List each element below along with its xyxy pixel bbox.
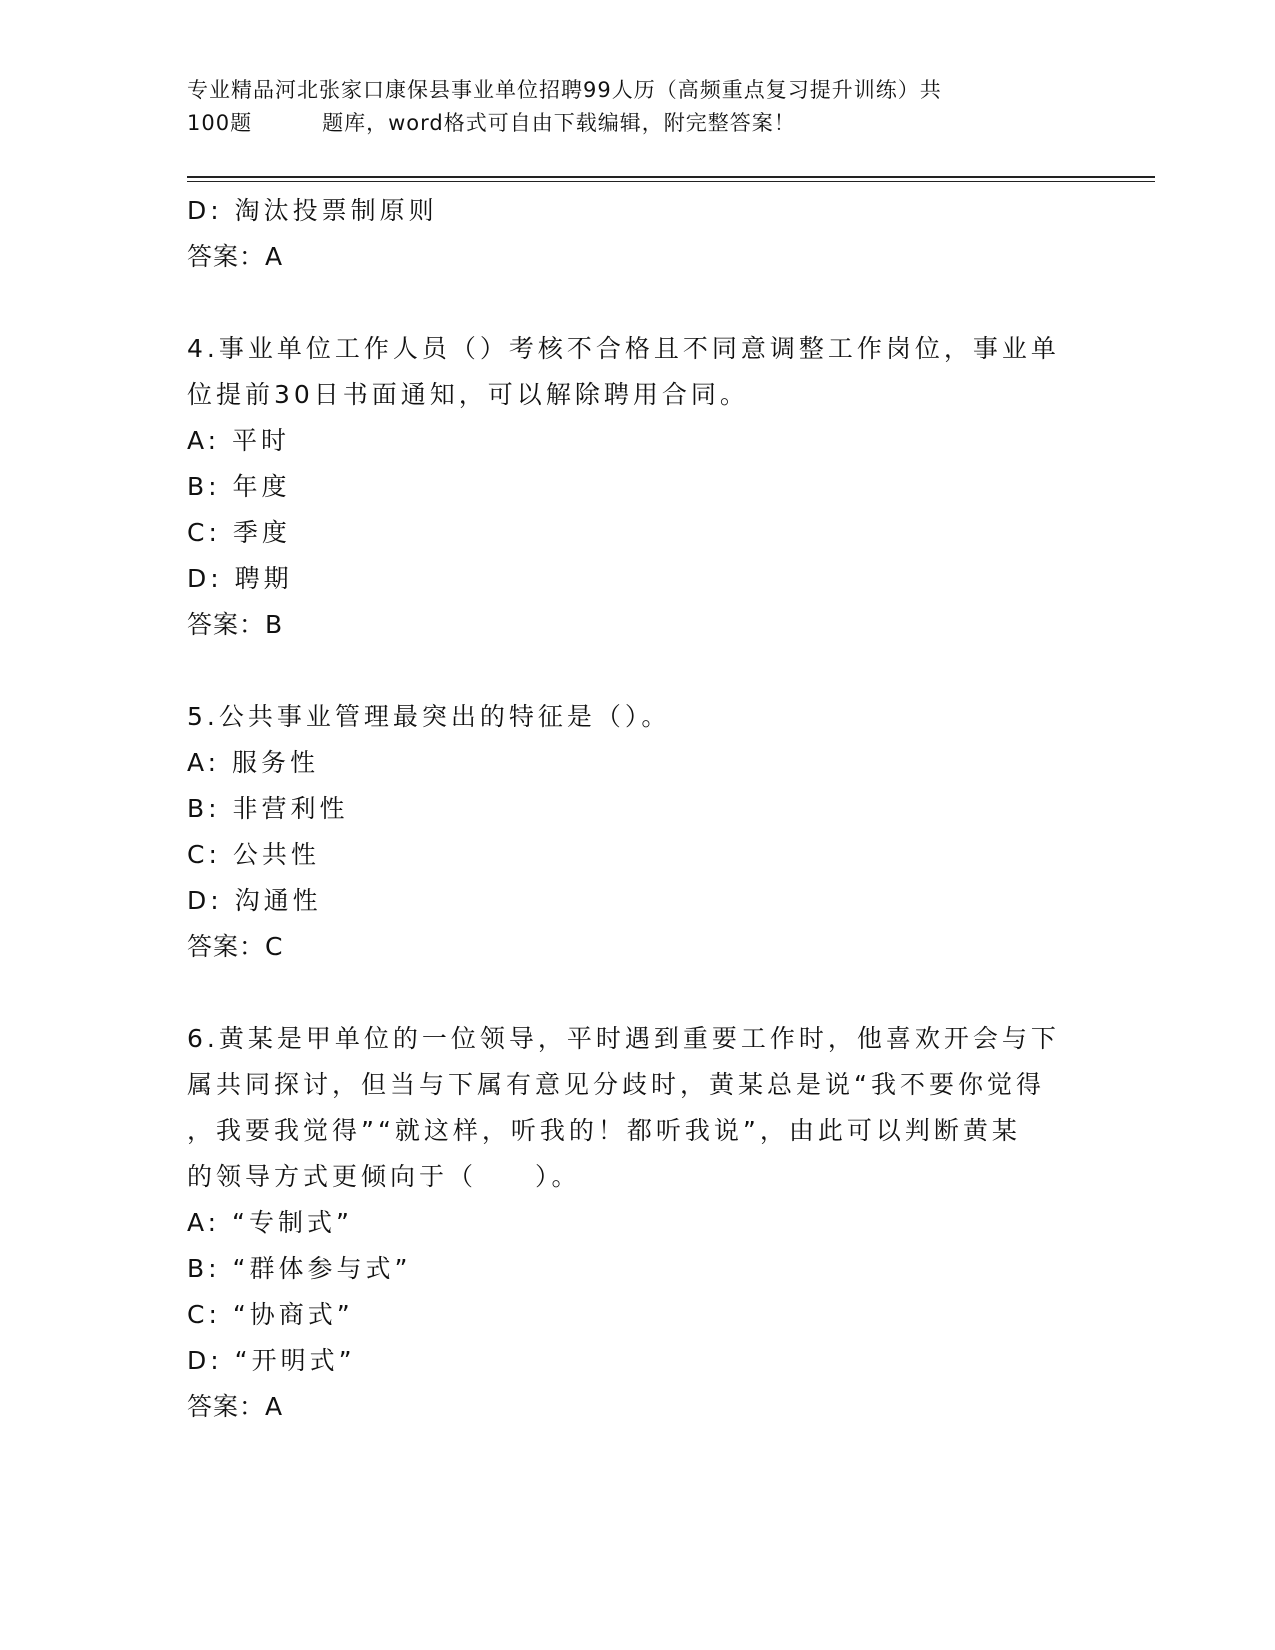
option-b: B: 非营利性 — [187, 794, 349, 823]
option-d: D: “开明式” — [187, 1346, 356, 1375]
question-spacer — [187, 280, 1067, 326]
lead-answer: 答案：A — [187, 242, 284, 271]
option-a: A: 平时 — [187, 426, 291, 455]
header-line-1: 专业精品河北张家口康保县事业单位招聘99人历（高频重点复习提升训练）共 — [187, 78, 942, 102]
question-6 — [187, 1016, 1067, 1430]
document-header — [187, 74, 1057, 140]
question-stem-line: 6.黄某是甲单位的一位领导，平时遇到重要工作时，他喜欢开会与下 — [187, 1024, 1060, 1053]
option-c: C: 公共性 — [187, 840, 320, 869]
header-rule-thick — [187, 176, 1155, 178]
option-d: D: 沟通性 — [187, 886, 322, 915]
option-d: D: 聘期 — [187, 564, 293, 593]
option-a: A: 服务性 — [187, 748, 320, 777]
question-spacer — [187, 648, 1067, 694]
question-stem-line: ，我要我觉得”“就这样，听我的！都听我说”，由此可以判断黄某 — [187, 1116, 1021, 1145]
question-5 — [187, 694, 1067, 970]
question-stem-line: 的领导方式更倾向于（ ）。 — [187, 1162, 581, 1191]
option-c: C: “协商式” — [187, 1300, 354, 1329]
question-4 — [187, 326, 1067, 648]
header-line-2 — [187, 107, 1057, 140]
option-b: B: “群体参与式” — [187, 1254, 412, 1283]
question-list — [187, 188, 1067, 1430]
option-a: A: “专制式” — [187, 1208, 353, 1237]
header-question-count: 100题 — [187, 111, 253, 135]
option-b: B: 年度 — [187, 472, 291, 501]
question-stem-line: 5.公共事业管理最突出的特征是（）。 — [187, 702, 671, 731]
header-rule-thin — [187, 181, 1155, 182]
question-stem-line: 4.事业单位工作人员（）考核不合格且不同意调整工作岗位，事业单 — [187, 334, 1060, 363]
question-stem-line: 位提前30日书面通知，可以解除聘用合同。 — [187, 380, 749, 409]
question-stem-line: 属共同探讨，但当与下属有意见分歧时，黄某总是说“我不要你觉得 — [187, 1070, 1045, 1099]
option-c: C: 季度 — [187, 518, 291, 547]
question-spacer — [187, 970, 1067, 1016]
header-description: 题库，word格式可自由下载编辑，附完整答案！ — [322, 111, 796, 135]
answer: 答案：B — [187, 610, 284, 639]
answer: 答案：C — [187, 932, 284, 961]
lead-option-d: D: 淘汰投票制原则 — [187, 196, 438, 225]
answer: 答案：A — [187, 1392, 284, 1421]
